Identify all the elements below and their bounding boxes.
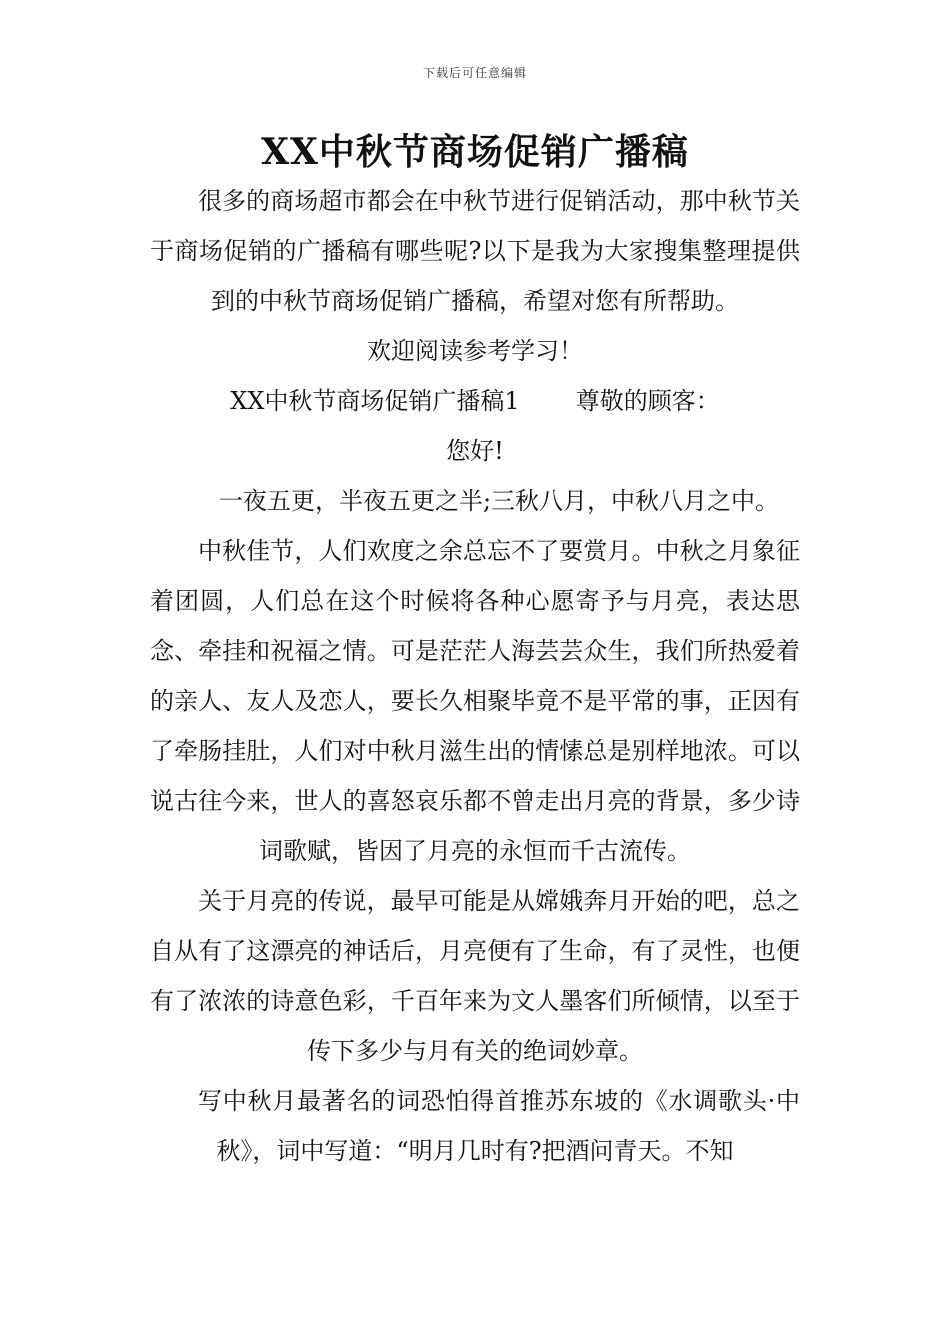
subtitle-greeting-line <box>150 376 800 426</box>
section-heading: XX中秋节商场促销广播稿1 <box>230 387 520 415</box>
intro-paragraph: 很多的商场超市都会在中秋节进行促销活动，那中秋节关于商场促销的广播稿有哪些呢?以下是我为大家搜集整理提供到的中秋节商场促销广播稿，希望对您有所帮助。 <box>150 187 800 315</box>
salutation: 尊敬的顾客： <box>575 387 720 415</box>
mid-autumn-paragraph: 中秋佳节，人们欢度之余总忘不了要赏月。中秋之月象征着团圆，人们总在这个时候将各种心愿寄予与月亮，表达思念、牵挂和祝福之情。可是茫茫人海芸芸众生，我们所热爱着的亲人、友人及恋人，要长久相聚毕竟不是平常的事，正因有了牵肠挂肚，人们对中秋月滋生出的情愫总是别样地浓。可以说古往今来，世人的喜怒哀乐都不曾走出月亮的背景，多少诗词歌赋，皆因了月亮的永恒而千古流传。 <box>150 537 800 865</box>
header-note: 下载后可任意编辑 <box>422 66 527 80</box>
poem-paragraph: 写中秋月最著名的词恐怕得首推苏东坡的《水调歌头·中秋》，词中写道：“明月几时有?把酒问青天。不知 <box>198 1087 800 1165</box>
couplet-paragraph: 一夜五更，半夜五更之半;三秋八月，中秋八月之中。 <box>218 487 780 515</box>
legend-paragraph: 关于月亮的传说，最早可能是从嫦娥奔月开始的吧，总之自从有了这漂亮的神话后，月亮便有了生命，有了灵性，也便有了浓浓的诗意色彩，千百年来为文人墨客们所倾情，以至于传下多少与月有关的绝词妙章。 <box>150 887 800 1065</box>
document-title: XX中秋节商场促销广播稿 <box>261 131 689 173</box>
welcome-line: 欢迎阅读参考学习！ <box>367 337 583 365</box>
greeting: 您好! <box>446 437 504 465</box>
document-body <box>150 176 800 1176</box>
